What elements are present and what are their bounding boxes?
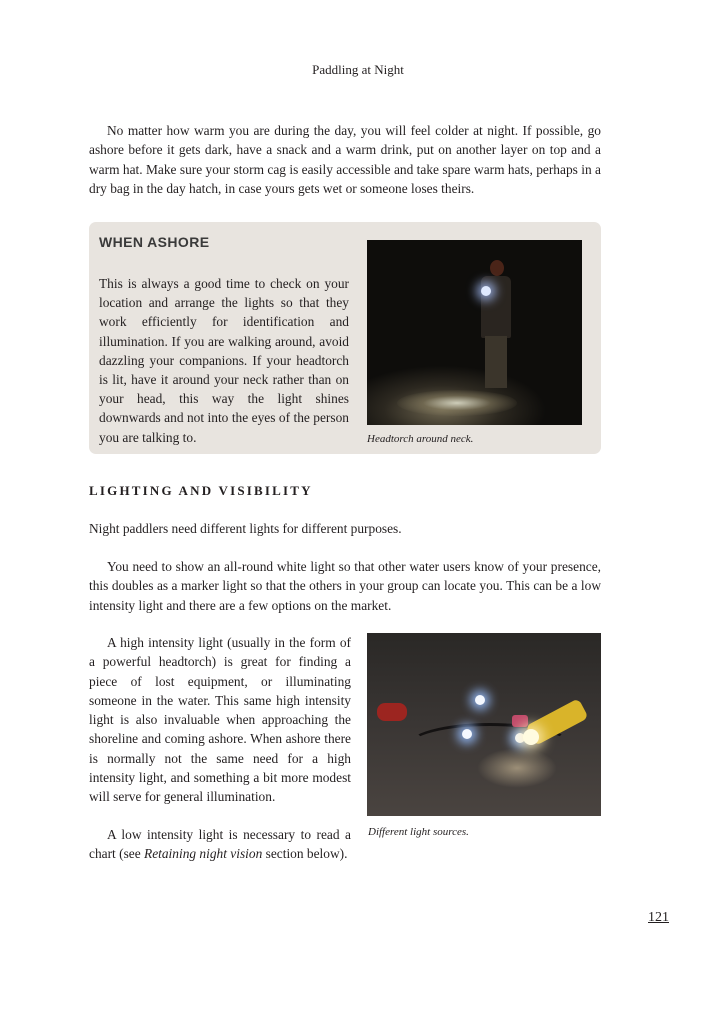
section-heading: LIGHTING AND VISIBILITY xyxy=(89,483,313,498)
when-ashore-sidebar xyxy=(89,222,601,454)
paragraph-low-intensity xyxy=(89,825,351,864)
paragraph-white-light: You need to show an all-round white light so that other water users know of your presence, this doubles as a marker light so that the others in your group can locate you. This can be a low intensity light and there are a few options on the market. xyxy=(89,559,601,613)
p4-text-end: section below). xyxy=(262,846,348,862)
led-light xyxy=(475,695,485,705)
paragraph-needs: Night paddlers need different lights for different purposes. xyxy=(89,521,402,536)
light-sources-photo xyxy=(367,633,601,816)
running-head: Paddling at Night xyxy=(312,62,404,77)
p4-text-start: A low intensity light is necessary to read a chart (see xyxy=(89,827,351,862)
sidebar-text: This is always a good time to check on your location and arrange the lights so that they work efficiently for identification and illumination. If you are walking around, avoid dazzling your companions. If your headtorch is lit, have it around your neck rather than on your head, this way the light shines downwards and not into the eyes of the person you are talking to. xyxy=(99,276,349,445)
p4-reference: Retaining night vision xyxy=(144,846,263,862)
led-light xyxy=(462,729,472,739)
headtorch-caption: Headtorch around neck. xyxy=(367,433,474,445)
person-figure xyxy=(479,260,513,390)
red-lamp xyxy=(377,703,407,721)
sidebar-heading: WHEN ASHORE xyxy=(99,234,210,250)
torch-beam xyxy=(523,729,539,745)
headtorch-light xyxy=(481,286,491,296)
page-number: 121 xyxy=(648,910,669,925)
intro-paragraph: No matter how warm you are during the day, you will feel colder at night. If possible, go ashore before it gets dark, have a snack and a warm drink, put on another layer on top and a warm hat. Make sure your storm cag is easily accessible and take spare warm hats, perhaps in a dry bag in the day hatch, in case yours gets wet or someone loses theirs. xyxy=(89,123,601,196)
light-sources-caption: Different light sources. xyxy=(368,826,469,838)
headtorch-photo xyxy=(367,240,582,425)
paragraph-high-intensity: A high intensity light (usually in the form of a powerful headtorch) is great for finding a piece of lost equipment, or illuminating someone in the water. This same high intensity light is also invaluable when approaching the shoreline and coming ashore. When ashore there is normally not the same need for a high intensity light, and something a bit more modest will serve for general illumination. xyxy=(89,635,351,805)
light-pool xyxy=(397,390,517,416)
